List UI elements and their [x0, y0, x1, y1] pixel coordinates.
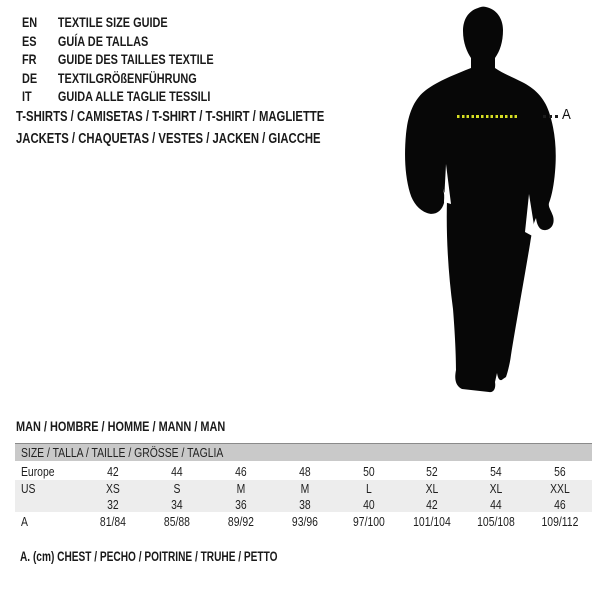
- table-cell: 109/112: [541, 514, 579, 529]
- category-jackets: JACKETS / CHAQUETAS / VESTES / JACKEN / GIACCHE: [16, 130, 321, 147]
- language-code: FR: [22, 51, 37, 68]
- table-cell: 38: [298, 496, 311, 512]
- table-cell: 40: [362, 496, 375, 512]
- table-cell: 34: [171, 496, 183, 512]
- size-table-header-label: SIZE / TALLA / TAILLE / GRÖSSE / TAGLIA: [21, 445, 224, 460]
- language-title: GUIDA ALLE TAGLIE TESSILI: [57, 88, 211, 105]
- table-cell: 93/96: [291, 514, 318, 529]
- table-cell: 42: [426, 496, 439, 512]
- row-label: US: [21, 480, 36, 496]
- measure-label-a: A: [562, 106, 571, 123]
- table-cell: 81/84: [99, 514, 126, 529]
- measurement-footnote: A. (cm) CHEST / PECHO / POITRINE / TRUHE / PETTO: [20, 549, 278, 564]
- table-cell: XS: [106, 480, 120, 496]
- row-label: Europe: [21, 463, 55, 479]
- language-code: EN: [22, 14, 38, 30]
- table-row-us-letters: [15, 480, 592, 496]
- table-cell: L: [365, 480, 372, 496]
- table-cell: XL: [489, 480, 503, 496]
- table-cell: 50: [362, 463, 375, 479]
- table-cell: 56: [554, 463, 566, 479]
- table-cell: 48: [298, 463, 311, 479]
- category-tshirts: T-SHIRTS / CAMISETAS / T-SHIRT / T-SHIRT / MAGLIETTE: [16, 109, 325, 125]
- table-cell: 46: [554, 496, 566, 512]
- table-row-us: [15, 480, 592, 512]
- table-cell: 42: [107, 463, 119, 479]
- size-table-header: [15, 443, 592, 462]
- size-table: [15, 443, 592, 531]
- language-code: DE: [22, 69, 38, 86]
- table-cell: 44: [171, 463, 183, 479]
- table-cell: XXL: [550, 480, 570, 496]
- table-cell: 105/108: [477, 514, 515, 529]
- language-title: GUÍA DE TALLAS: [57, 32, 149, 49]
- language-title: TEXTILGRÖßENFÜHRUNG: [57, 69, 197, 86]
- row-label: A: [21, 514, 28, 529]
- table-cell: S: [173, 480, 181, 496]
- table-cell: XL: [425, 480, 439, 496]
- table-row-a: [15, 512, 592, 531]
- table-cell: 52: [426, 463, 439, 479]
- table-cell: 32: [107, 496, 119, 512]
- measure-pointer-dashed-line: [543, 115, 560, 118]
- table-cell: 36: [234, 496, 247, 512]
- language-title: GUIDE DES TAILLES TEXTILE: [57, 51, 214, 68]
- language-code: IT: [22, 88, 32, 105]
- table-cell: 85/88: [163, 514, 190, 529]
- table-cell: 54: [490, 463, 502, 479]
- table-cell: 44: [490, 496, 502, 512]
- language-title: TEXTILE SIZE GUIDE: [57, 14, 168, 30]
- table-cell: 89/92: [227, 514, 254, 529]
- table-cell: 101/104: [413, 514, 452, 529]
- man-silhouette-graphic: [400, 4, 570, 394]
- table-row-us-numbers: [15, 496, 592, 512]
- table-cell: M: [300, 480, 309, 496]
- section-title-man: MAN / HOMBRE / HOMME / MANN / MAN: [16, 418, 226, 434]
- table-row-europe: [15, 462, 592, 480]
- table-cell: 46: [234, 463, 247, 479]
- language-code: ES: [22, 32, 37, 49]
- table-cell: 97/100: [352, 514, 385, 529]
- chest-measure-dashed-line: [457, 115, 519, 118]
- table-cell: M: [236, 480, 246, 496]
